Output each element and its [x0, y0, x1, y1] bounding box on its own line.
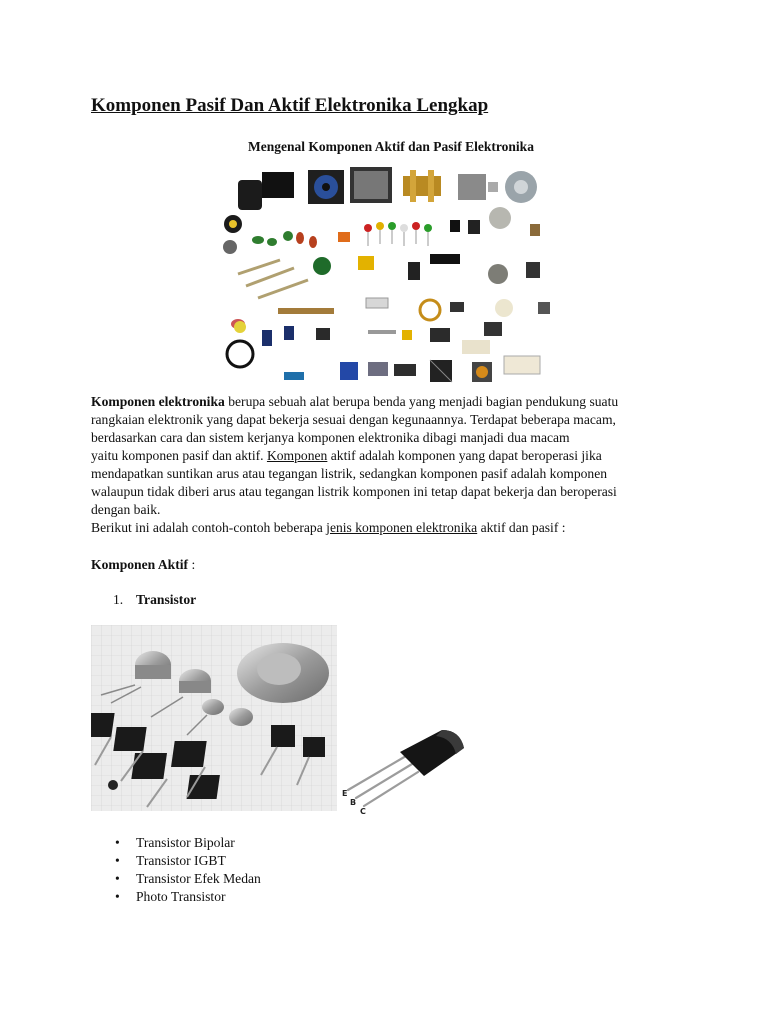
- base-label: B: [350, 798, 357, 807]
- list-item: [113, 888, 261, 906]
- intro-line-6: walaupun tidak diberi arus atau tegangan listrik komponen ini tetap dapat bekerja dan beroperasi: [91, 484, 617, 499]
- item-number: 1.: [113, 592, 124, 607]
- list-item-label: Transistor Bipolar: [136, 835, 235, 850]
- bullet-icon: •: [115, 889, 120, 904]
- section-label: Komponen Aktif: [91, 557, 189, 572]
- item-label: Transistor: [136, 592, 197, 607]
- bullet-icon: •: [115, 835, 120, 850]
- list-item-label: Photo Transistor: [136, 889, 226, 904]
- emitter-label: E: [342, 789, 348, 798]
- intro-line-1: berupa sebuah alat berupa benda yang menjadi bagian pendukung suatu: [224, 394, 619, 409]
- list-item: [113, 852, 261, 870]
- intro-paragraph: [91, 393, 691, 537]
- image-caption: Mengenal Komponen Aktif dan Pasif Elektronika: [248, 139, 534, 154]
- intro-line-7: dengan baik.: [91, 502, 161, 517]
- list-item-label: Transistor Efek Medan: [136, 871, 261, 886]
- intro-line-2: rangkaian elektronik yang dapat bekerja sesuai dengan kegunaannya. Terdapat beberapa macam,: [91, 412, 616, 427]
- list-item: [113, 870, 261, 888]
- page-title: Komponen Pasif Dan Aktif Elektronika Lengkap: [91, 95, 489, 116]
- bullet-icon: •: [115, 853, 120, 868]
- jenis-komponen-link[interactable]: jenis komponen elektronika: [326, 520, 478, 535]
- list-item-label: Transistor IGBT: [136, 853, 226, 868]
- intro-line-3: berdasarkan cara dan sistem kerjanya komponen elektronika dibagi manjadi dua macam: [91, 430, 570, 445]
- list-item: [113, 834, 261, 852]
- collector-label: C: [360, 807, 366, 816]
- section-suffix: :: [188, 557, 196, 572]
- intro-line-4-end: aktif adalah komponen yang dapat beroperasi jika: [327, 448, 602, 463]
- intro-line-8-start: Berikut ini adalah contoh-contoh beberapa: [91, 520, 327, 535]
- to92-transistor-photo: [338, 726, 483, 818]
- section-heading: [91, 557, 195, 573]
- intro-line-8-end: aktif dan pasif :: [477, 520, 566, 535]
- transistor-types-list: [113, 834, 261, 906]
- intro-line-4-start: yaitu komponen pasif dan aktif.: [91, 448, 267, 463]
- intro-line-5: mendapatkan suntikan arus atau tegangan listrik, sedangkan komponen pasif adalah komponen: [91, 466, 608, 481]
- bullet-icon: •: [115, 871, 120, 886]
- komponen-link[interactable]: Komponen: [266, 448, 328, 463]
- intro-term: Komponen elektronika: [91, 394, 225, 409]
- transistors-photo: [91, 625, 337, 811]
- components-collage-image: [218, 162, 553, 390]
- numbered-item: [113, 592, 196, 608]
